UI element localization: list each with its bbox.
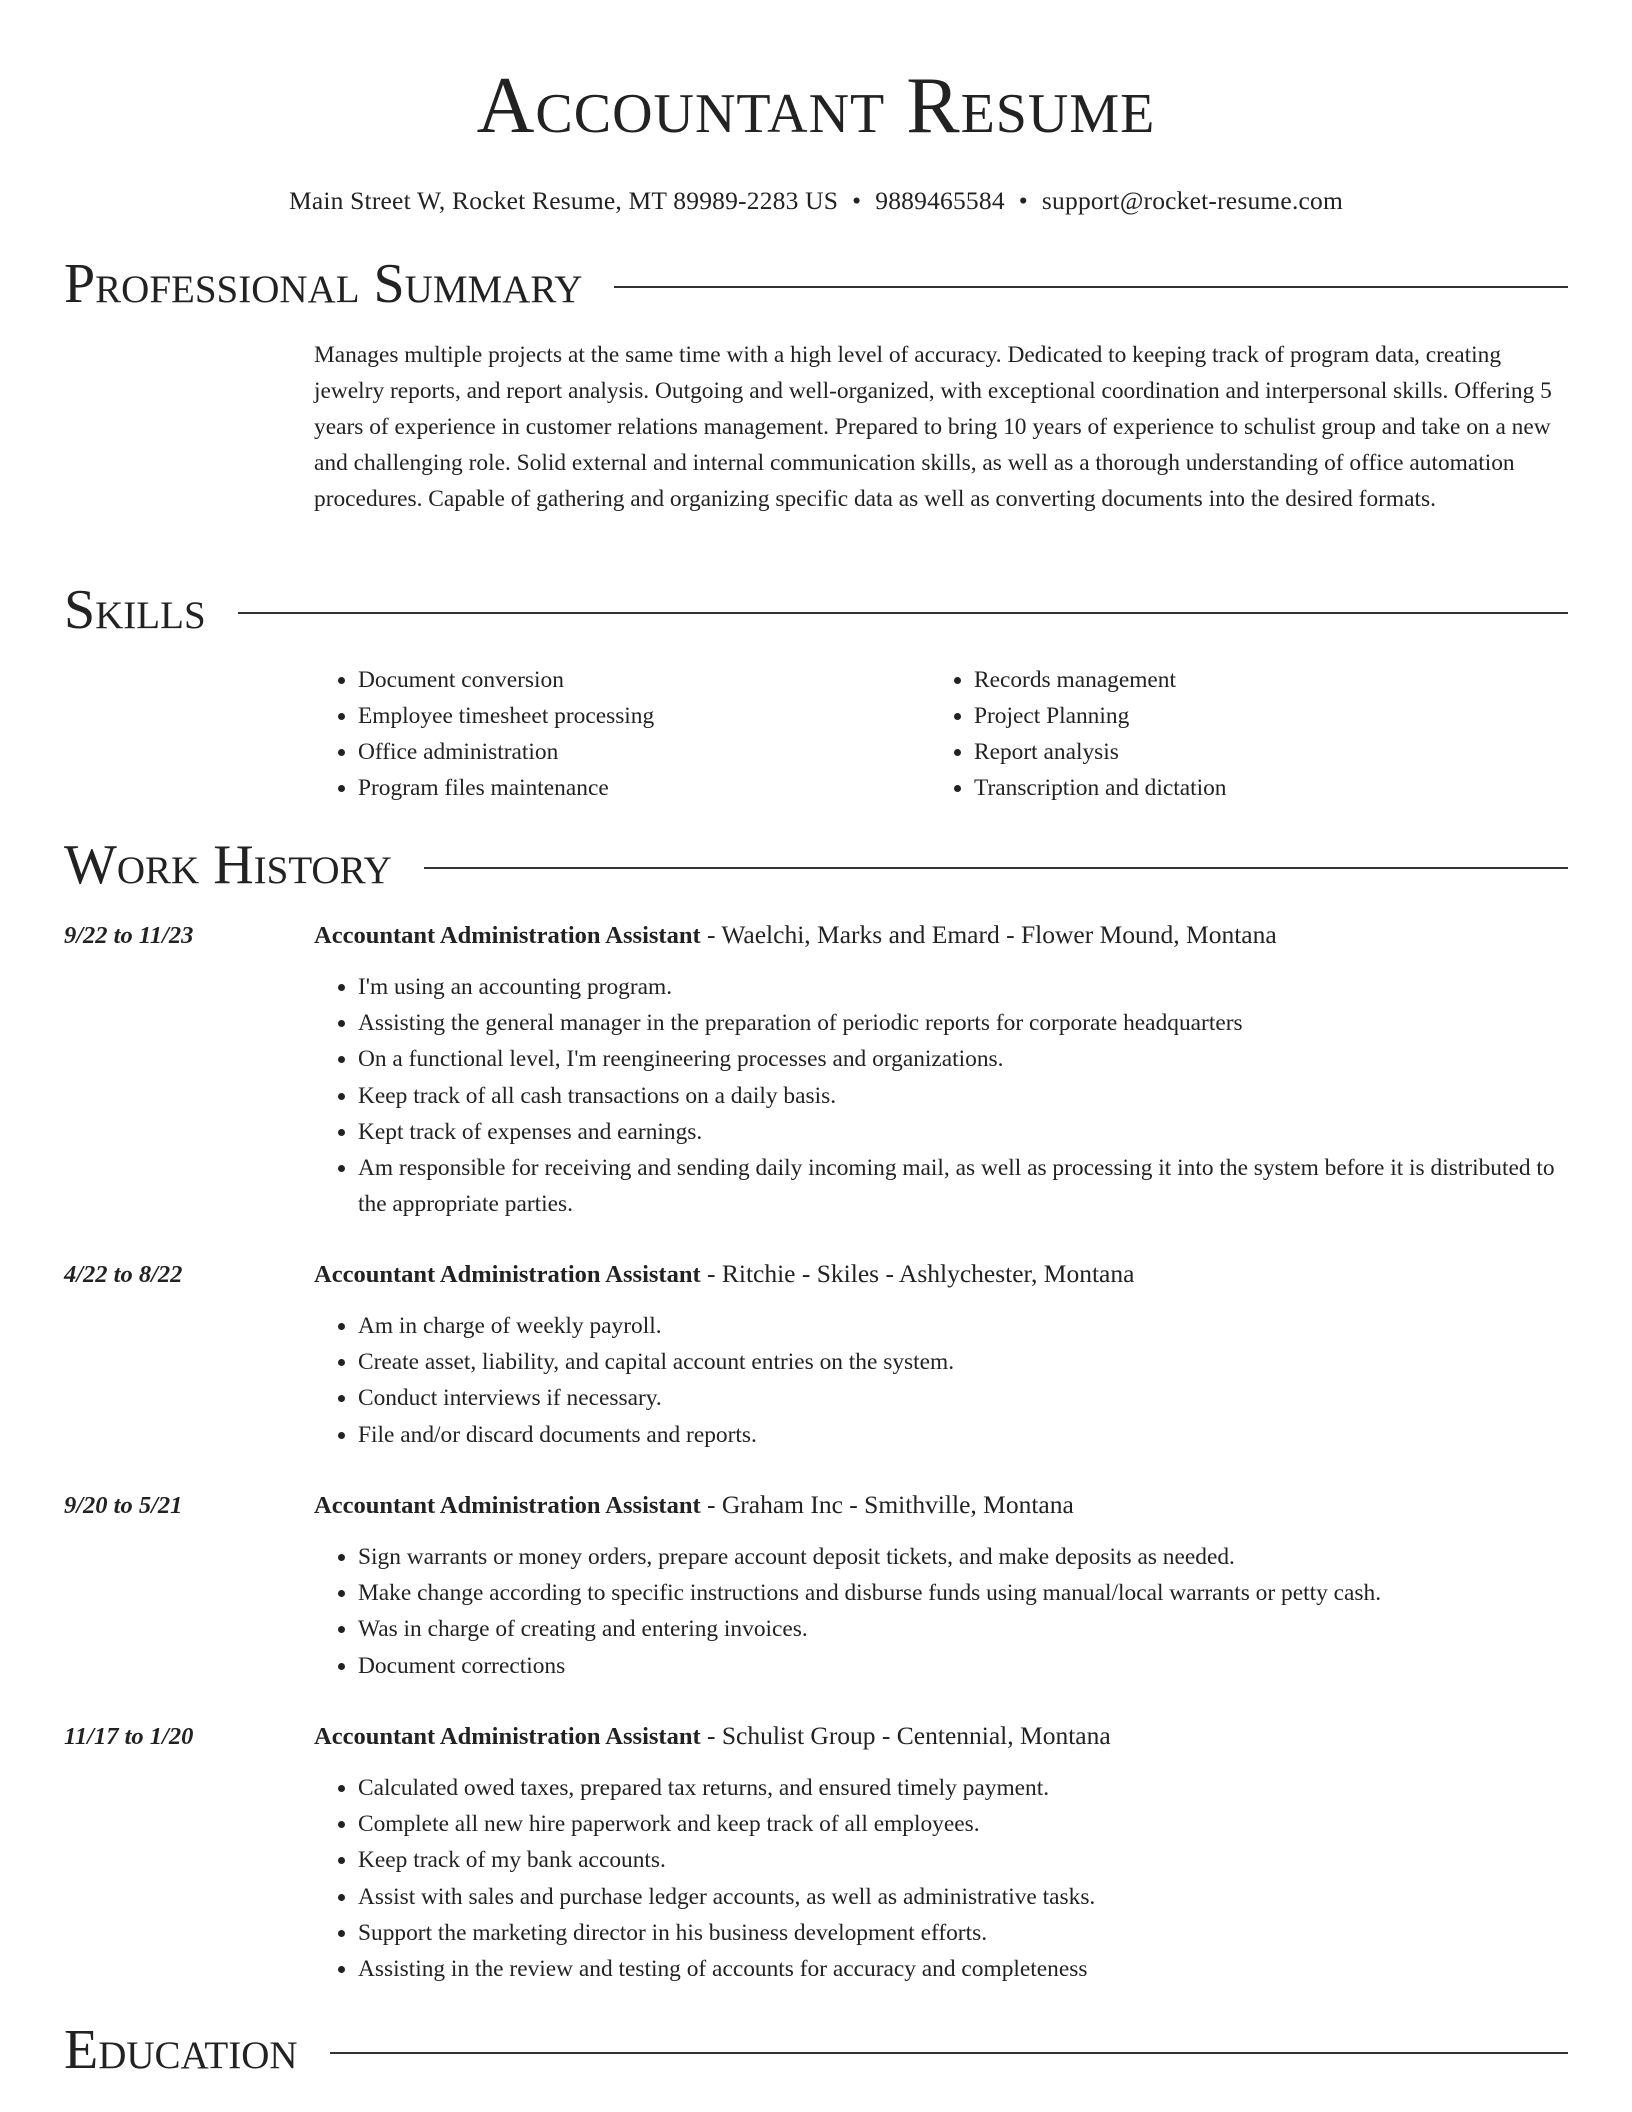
job-entry (64, 1718, 1568, 1987)
job-title: Accountant Administration Assistant (314, 922, 701, 949)
job-duty: • Assisting the general manager in the preparation of periodic reports for corporate headquarters (358, 1005, 1568, 1041)
contact-address: Main Street W, Rocket Resume, MT 89989-2283 US (288, 186, 839, 215)
contact-separator: • (852, 186, 862, 215)
job-dates: 9/22 to 11/23 (64, 922, 194, 949)
job-duty: • Am in charge of weekly payroll. (358, 1308, 1568, 1344)
section-title-education: Education (64, 2019, 298, 2081)
skill-item: • Program files maintenance (358, 770, 930, 806)
section-summary-header (64, 252, 1568, 316)
job-employer: - Graham Inc - Smithville, Montana (700, 1490, 1074, 1519)
job-duty: • Make change according to specific instructions and disburse funds using manual/local warrants or petty cash. (358, 1575, 1568, 1611)
job-employer: - Ritchie - Skiles - Ashlychester, Montana (700, 1259, 1135, 1288)
section-skills-header (64, 578, 1568, 642)
job-duty: • Assist with sales and purchase ledger accounts, as well as administrative tasks. (358, 1879, 1568, 1915)
job-duty: • Was in charge of creating and entering invoices. (358, 1611, 1568, 1647)
job-employer: - Schulist Group - Centennial, Montana (700, 1721, 1111, 1750)
job-entry (64, 917, 1568, 1222)
skills-column-right (930, 662, 1546, 806)
skills-column-left (314, 662, 930, 806)
job-heading (314, 917, 1277, 954)
contact-email[interactable]: support@rocket-resume.com (1041, 186, 1344, 215)
job-duties (314, 1770, 1568, 1987)
section-divider (424, 867, 1568, 869)
section-title-work: Work History (64, 834, 392, 896)
job-duty: • Am responsible for receiving and sending daily incoming mail, as well as processing it into the system before it is distributed to the appropriate parties. (358, 1150, 1568, 1222)
job-duty: • Create asset, liability, and capital account entries on the system. (358, 1344, 1568, 1380)
section-divider (330, 2052, 1568, 2054)
job-title: Accountant Administration Assistant (314, 1261, 701, 1288)
section-education-header (64, 2018, 1568, 2082)
skill-item: • Records management (974, 662, 1546, 698)
skills-list (314, 662, 1568, 806)
job-duty: • Keep track of my bank accounts. (358, 1842, 1568, 1878)
job-heading (314, 1718, 1111, 1755)
section-divider (238, 612, 1568, 614)
job-dates: 9/20 to 5/21 (64, 1492, 183, 1519)
job-dates: 11/17 to 1/20 (64, 1723, 194, 1750)
skill-item: • Employee timesheet processing (358, 698, 930, 734)
job-duty: • I'm using an accounting program. (358, 969, 1568, 1005)
job-title: Accountant Administration Assistant (314, 1723, 701, 1750)
resume-name: Accountant Resume (476, 62, 1156, 150)
contact-line (0, 184, 1632, 218)
section-title-summary: Professional Summary (64, 253, 583, 315)
section-work-header (64, 833, 1568, 897)
summary-text: Manages multiple projects at the same time with a high level of accuracy. Dedicated to keeping track of program data, creating jewelry reports, and report analysis. Outgoing and well-organized, with exceptional coordination and interpersonal skills. Offering 5 years of experience in customer relations management. Prepared to bring 10 years of experience to schulist group and take on a new and challenging role. Solid external and internal communication skills, as well as a thorough understanding of office automation procedures. Capable of gathering and organizing specific data as well as converting documents into the desired formats. (314, 342, 1552, 512)
job-duty: • Conduct interviews if necessary. (358, 1380, 1568, 1416)
job-heading (314, 1487, 1074, 1524)
job-duty: • Calculated owed taxes, prepared tax returns, and ensured timely payment. (358, 1770, 1568, 1806)
job-duty: • Keep track of all cash transactions on a daily basis. (358, 1078, 1568, 1114)
job-duty: • Assisting in the review and testing of accounts for accuracy and completeness (358, 1951, 1568, 1987)
job-entry (64, 1487, 1568, 1684)
job-duty: • Complete all new hire paperwork and keep track of all employees. (358, 1806, 1568, 1842)
job-duties (314, 1539, 1568, 1684)
job-dates: 4/22 to 8/22 (64, 1261, 183, 1288)
job-employer: - Waelchi, Marks and Emard - Flower Mound, Montana (700, 920, 1277, 949)
job-duty: • File and/or discard documents and reports. (358, 1417, 1568, 1453)
job-duty: • On a functional level, I'm reengineering processes and organizations. (358, 1041, 1568, 1077)
job-duty: • Kept track of expenses and earnings. (358, 1114, 1568, 1150)
skill-item: • Report analysis (974, 734, 1546, 770)
section-title-skills: Skills (64, 579, 206, 641)
job-duty: • Document corrections (358, 1648, 1568, 1684)
contact-phone[interactable]: 9889465584 (875, 186, 1005, 215)
skill-item: • Document conversion (358, 662, 930, 698)
job-title: Accountant Administration Assistant (314, 1492, 701, 1519)
skill-item: • Transcription and dictation (974, 770, 1546, 806)
job-duties (314, 1308, 1568, 1453)
section-divider (614, 286, 1568, 288)
job-duty: • Support the marketing director in his business development efforts. (358, 1915, 1568, 1951)
job-duties (314, 969, 1568, 1222)
contact-separator: • (1018, 186, 1028, 215)
job-entry (64, 1256, 1568, 1453)
job-duty: • Sign warrants or money orders, prepare account deposit tickets, and make deposits as needed. (358, 1539, 1568, 1575)
job-heading (314, 1256, 1134, 1293)
skill-item: • Project Planning (974, 698, 1546, 734)
skill-item: • Office administration (358, 734, 930, 770)
